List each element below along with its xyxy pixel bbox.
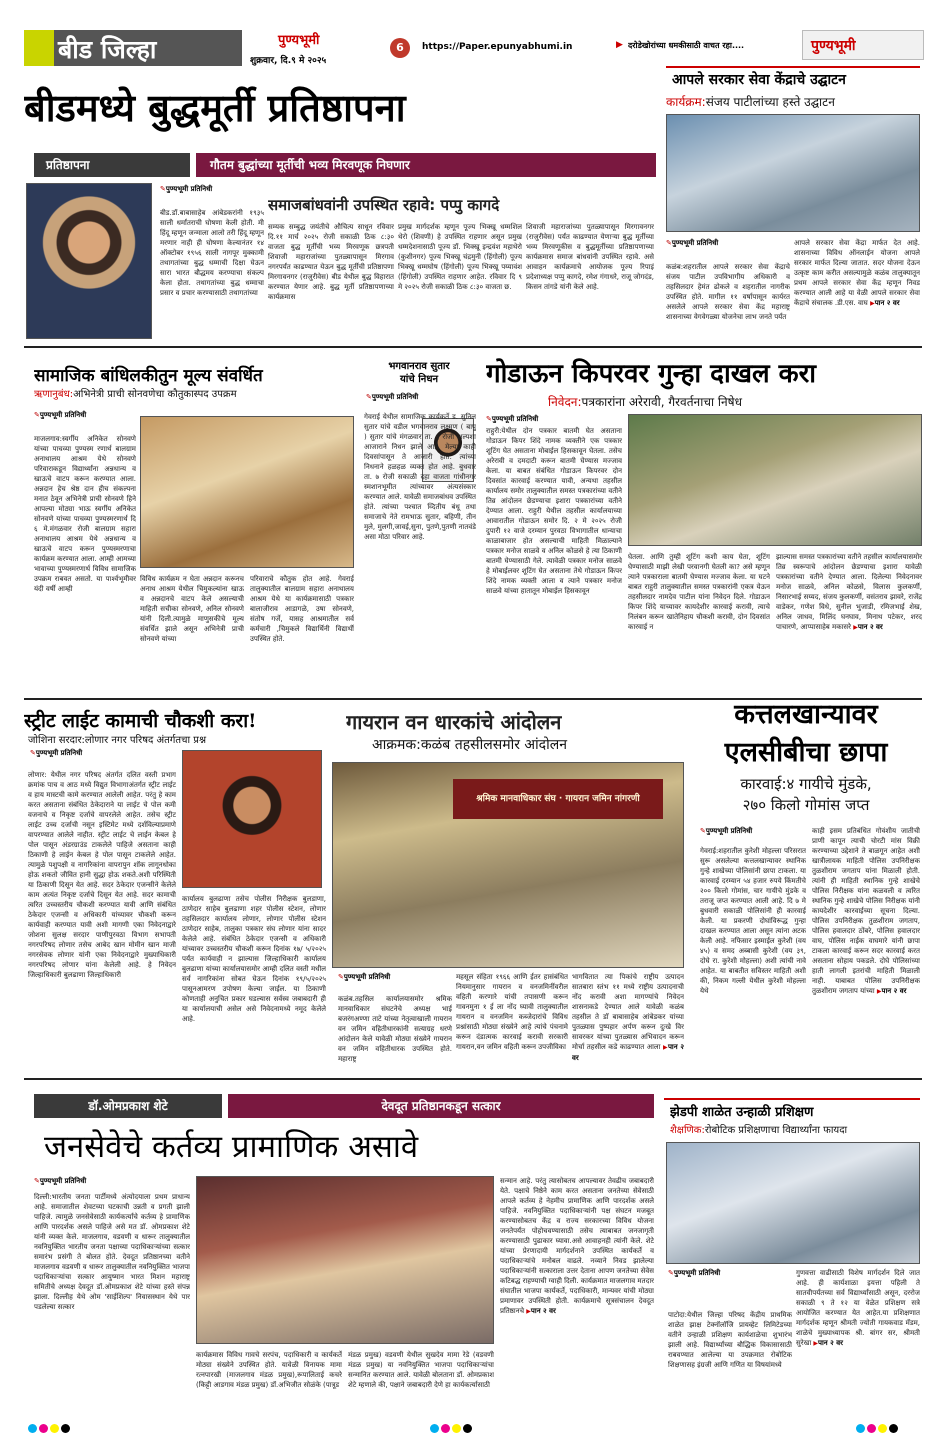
district-title: बीड जिल्हा — [58, 35, 157, 64]
samajik-kicker-text: अभिनेत्री प्राची सोनवणेचा कौतुकास्पद उपक्रम — [73, 389, 237, 400]
zp-byline: ✎ पुण्यभूमी प्रतिनिधी — [668, 1268, 720, 1278]
janseva-col3: मंडळ प्रमुख) वडवणी येथील सुखदेव मामा रेडे (वडवणी मंडळ प्रमुख) या नवनियुक्तित भाजपा पदाधिकाऱ्यांचा सन्मानित करण्यात आले. यावेळी बोलताना डॉ. ओमप्रकाश शेटे म्हणाले की, पक्षाने जबाबदारी देणे हा कार्यकर्त्यासाठी — [348, 1351, 494, 1389]
registration-dot — [889, 1424, 898, 1433]
godown-kicker — [548, 394, 922, 410]
lead-section-label — [34, 153, 190, 177]
logo-right: पुण्यभूमी — [811, 38, 856, 54]
ticker-text: दरोडेखोरांच्या धमकीसाठी वाचत रहा.... — [628, 41, 745, 50]
lead-byline: ✎ पुण्यभूमी प्रतिनिधी — [160, 184, 212, 194]
zp-kicker-text: रोबोटिक प्रशिक्षणाचा विद्यार्थ्यांना फायदा — [704, 1125, 848, 1136]
janseva-kicker: देवदूत प्रतिष्ठानकडून सत्कार — [381, 1099, 501, 1113]
streetlight-headline: स्ट्रीट लाईट कामाची चौकशी करा! — [24, 710, 257, 732]
seva-col2-text: आपले सरकार सेवा केंद्रा मार्फत देत आहे. शासनाच्या विविध ऑनलाईन योजना आपले सरकार मार्फत दिल्या जातात. सदर योजना देऊन उत्कृष्ट काम करीत असल्यामुळे कळंब तालुक्यातून प्रथम आपले सरकार सेवा केंद्र म्हणून निवड करण्यात आली आहे या वेळी आपले सरकार सेवा केंद्राचे संचालक .डी.एस. वाघ — [794, 239, 920, 307]
samajik-photo — [140, 416, 354, 568]
zp-col1: पाटोदा:येथील जिल्हा परिषद केंद्रीय प्राथमिक शाळेत झाक्ष टेक्नॉलॉजि प्रायव्हेट लिमिटेडच्या वतीने उन्हाळी प्रशिक्षण कार्यशाळेचा शुभारंभ झाली आहे. विद्यार्थ्यांच्या बौद्धिक विकासासाठी राबवण्यात आलेल्या या उपक्रमात रोबोटिक शिक्षणासह इंग्रजी आणि गणित या विषयांमध्ये — [668, 1311, 792, 1369]
janseva-photo — [196, 1176, 494, 1344]
janseva-section-label-text: डॉ.ओमप्रकाश शेटे — [88, 1099, 168, 1113]
issue-date: शुक्रवार, दि.९ मे २०२५ — [250, 56, 327, 66]
gairan-headline: गायरान वन धारकांचे आंदोलन — [346, 710, 562, 734]
seva-byline: ✎ पुण्यभूमी प्रतिनिधी — [666, 238, 718, 248]
registration-marks-right — [856, 1418, 900, 1437]
gairan-byline: ✎ पुण्यभूमी प्रतिनिधी — [338, 972, 390, 982]
janseva-continued[interactable]: ▶ पान २ वर — [526, 1307, 556, 1315]
samajik-col3: परिवाराचे कौतुक होत आहे. गेवराई तालुक्यातील बालग्राम सहारा अनाथालय आश्रम येथे या कार्यक्रमासाठी पत्रकार बालाजीराव आडागळे, उषा सोनवणे, संतोष गर्जे, यासह आश्रमातील सर्व कर्मचारी ,चिमुकले विद्यार्थिनी विद्यार्थी उपस्थित होते. — [250, 575, 354, 643]
registration-dot — [856, 1424, 865, 1433]
zp-col2-text: गुणवत्ता वाढीसाठी विशेष मार्गदर्शन दिले जात आहे. ही कार्यशाळा इयत्ता पहिली ते सातवीपर्यंतच्या सर्व विद्यार्थ्यांसाठी असून, दररोज सकाळी ९ ते १२ या वेळेत प्रशिक्षण सत्रे आयोजित करण्यात येत आहेत.या प्रशिक्षणात मार्गदर्शक म्हणून श्रीमती ज्योती गायकवाड मॅडम, शाळेचे मुख्याध्यापक श्री. बांगर सर, श्रीमती सुरेखा — [796, 1269, 920, 1347]
gairan-col2: महसूल संहिता १९६६ आणि ईतर हासंबंधित नियमानुसार गायरान व वनजमिनींवरील वहिती करणारे यांची तपासणी करून गावनमुना १ ई ला नोंद घ्यावी तालुक्यातील गायरान व वनजमिन कब्जेदारांचे विविध प्रश्नांसाठी मोठ्या संख्येने आहे त्यांचे पंचनामे करून दंडात्मक कारवाई करावी सरकारी गायरान,वन जमिन वहिती करून उपजीविका — [456, 973, 568, 1051]
zp-kicker — [670, 1124, 920, 1138]
samajik-headline: सामाजिक बांधिलकीतुन मूल्य संवर्धित — [34, 366, 263, 386]
zp-kicker-label: शैक्षणिक: — [670, 1125, 705, 1136]
seva-topline — [666, 66, 920, 68]
katal-col2 — [812, 826, 920, 1070]
janseva-col4-text: सन्मान आहे. परंतु त्यासोबतच आपल्यावर तेवढीच जबाबदारी येते. पक्षाचे निष्ठेने काम करत असताना जनतेच्या सेवेसाठी आपले कर्तव्य हे नेहमीच प्रामाणिक आणि पारदर्शक असले पाहिजे. नवनियुक्तित पदाधिकाऱ्यांनी पक्ष संघटन मजबूत करण्यासोबतच केंद्र व राज्य सरकारच्या विविध योजना जनतेपर्यंत पोहोचवण्यासाठी तसेच त्याबाबत जनजागृती करण्यासाठी पुढाकार घ्यावा.असे आवाहनही त्यांनी केले. शेटे यांच्या प्रेरणादायी मार्गदर्शनाने उपस्थित कार्यकर्ते व पदाधिकाऱ्यांचे मनोबल वाढले. नव्याने निवड झालेल्या पदाधिकाऱ्यांनी सत्काराला उत्तर देताना आपण जनतेच्या सेवेस कटिबद्ध राहण्याची ग्वाही दिली. कार्यक्रमात माजलगाव मतदार संघातील भाजपा कार्यकर्ते, पदाधिकारी, मान्यवर यांची मोठ्या प्रमाणावर उपस्थिती होती. कार्यक्रमाचे सूत्रसंचालन देवदूत प्रतिष्ठानचे — [500, 1177, 654, 1315]
godown-kicker-text: पत्रकारांना अरेरावी, गैरवर्तनाचा निषेध — [581, 395, 742, 409]
registration-dot — [452, 1424, 461, 1433]
godown-byline: ✎ पुण्यभूमी प्रतिनिधी — [486, 414, 538, 424]
zp-col2 — [796, 1268, 920, 1406]
district-banner — [24, 30, 242, 66]
samajik-kicker — [34, 388, 354, 402]
lead-col3: प्रमुख मार्गदर्शक म्हणून पूज्य भिक्खू धम्मशिल थेरो (शिवणी) हे उपस्थित राहणार असून प्रमुख धम्मदेशनासाठी पूज्य डॉ. भिक्खू इन्द्रवंश महाथेरो (कुशीनगर) पूज्य भिक्खू चंद्रमुनी (हिंगोली) पूज्य भिक्खू धम्मघोष (हिंगोली) पूज्य भिक्खू पय्यावंश (हिंगोली) उपस्थित राहणार आहेत. रविवार दि ९ मे २०२५ रोजी सकाळी ठिक ८:३० वाजता छ. — [398, 223, 522, 291]
divider-3 — [24, 1078, 922, 1080]
janseva-col1: दिल्ली:भारतीय जनता पार्टीमध्ये अंत्योदयाला प्रथम प्राधान्य आहे. समाजातील शेवटच्या घटकाची उन्नती व प्रगती झाली पाहिजे. त्यामुळे जनसेवेसाठी कार्यकर्त्यांचे कर्तव्य हे प्रामाणिक आणि पारदर्शक असले पाहिजे असे मत डॉ. ओमप्रकाश शेटे यांनी व्यक्त केले. माजलगाव, वडवणी व धारूर तालुक्यातील नवनियुक्तित भारतीय जनता पक्षाच्या पदाधिकाऱ्यांच्या सत्कार समारंभ प्रसंगी ते बोलत होते. देवदूत प्रतिष्ठानच्या वतीने माजलगाव वडवणी व धारूर तालुक्यातील नवनियुक्तित भाजपा पदाधिकाऱ्यांचा सत्कार आयुष्मान भारत मिशन महाराष्ट्र समितीचे अध्यक्ष देवदूत डॉ.ओमप्रकाश शेटे यांच्या हस्ते संपन्न झाला. दिल्लीह येथे ओम 'साईशिल्प' निवासस्थान येथे पार पडलेल्या सत्कार — [34, 1193, 190, 1311]
nidhan-col1: गेवराई येथील सामाजिक कार्यकर्ते ड. सुनिल सुतार यांचे वडील भगवानराव लक्ष्मण ( बापु ) सुतार यांचे मंगळवार ता. ६ रोजी अल्पशा आजाराने निधन झाले आहे. मेल्या काही दिवसांपासून ते आजारी होते. त्यांच्या निधनाने हळहळ व्यक्त होत आहे. बुधवार ता. ७ रोजी सकाळी दहा वाजता गांधीनगर स्मशानभूमीत त्यांच्यावर अंत्यसंस्कार करण्यात आले. यावेळी समाजबांधव उपस्थित होते. त्यांच्या पश्चात व्दितीय बंधू तथा समाजाचे नेते रामभाऊ सुतार, बहिणी, तीन मुले, मुलगी,जावई,सुना, पुतणे,पुतणी नातवंडे असा मोठा परिवार आहे. — [364, 413, 476, 541]
registration-dot — [463, 1424, 472, 1433]
godown-col2: घेतला. आणि तुम्ही शूटिंग कशी काय घेता, शूटिंग घेण्यासाठी माझी लेखी परवानगी घेतली का? असे म्हणून त्याने पत्रकाराला बातमी घेण्यास मज्जाव केला. या घटने बाबत राहुरी तालुक्यातील समस्त पत्रकारांनी एकत्र येऊन तहसीलदार नामदेव पाटील यांना निवेदन दिले. गोडाऊन किपर शिंदे याच्यावर कायदेशीर कारवाई करावी, त्याचे निलंबन करून खातेनिहाय चौकशी करावी, दोन दिवसांत कारवाई न — [628, 553, 770, 631]
nidhan-byline: ✎ पुण्यभूमी प्रतिनिधी — [366, 392, 418, 402]
godown-col3-text: झाल्यास समस्त पत्रकारांच्या वतीने तहसील कार्यालयासमोर तिव्र स्वरूपाचे आंदोलन छेडण्याचा इशारा यावेळी पत्रकारांच्या वतीने देण्यात आला. दिलेल्या निवेदनावर मनोज साळवे, अनिल कोळसे, विलास कुलकर्णी, निसारभाई सय्यद, संजय कुलकर्णी, वसंतराव झावरे, राजेंद्र वाडेकर, गणेश विधे, सुनील भुजाडी, रमिजभाई शेख, अनिल जाधव, मिलिंद घनघाव, मिनाथ पटेकर, शरद पाचारणे, आप्पासाहेब मकासरे — [776, 553, 922, 631]
janseva-col4 — [500, 1176, 654, 1406]
katal-kicker-line1: कारवाई:४ गायीचे मुंडके, — [740, 775, 872, 793]
gairan-kicker: आक्रमक:कळंब तहसीलसमोर आंदोलन — [372, 737, 568, 753]
gairan-photo-banner — [453, 779, 663, 819]
katal-col1: गेवराई:शहरातील कुरेशी मोहल्ला परिसरात सुरू असलेल्या कत्तलखान्यावर स्थानिक गुन्हे शाखेच्या पोलिसांनी छापा टाकला. या कारवाई दरम्यान ५४ हजार रुपये किंमतीचे २०० किलो गोमांस, चार गायीचे मुंडके व तराजू जप्त करण्यात आली आहे. दि ७ मे बुधवारी सकाळी पोलिसांनी ही कारवाई केली. या प्रकरणी दोघांविरूद्ध गुन्हा दाखल करण्यात आला असून त्यांना अटक केली आहे. नफिसार इस्माईल कुरेशी (वय ४५) व समद अब्बासी कुरेशी (वय ३९, दोघे रा. कुरेशी मोहल्ला) अशी त्यांची नावे आहेत. या बाबतीत सविस्तर माहिती अशी की, निकम गल्ली येथील कुरेशी मोहल्ला येथे — [700, 847, 806, 995]
registration-dot — [430, 1424, 439, 1433]
seva-continued[interactable]: ▶ पान २ वर — [870, 299, 900, 307]
lead-kicker-bar — [196, 153, 656, 177]
godown-continued[interactable]: ▶ पान २ वर — [853, 623, 883, 631]
samajik-col1: माजलगाव:स्वर्गीय अनिकेत सोनवणे यांच्या पाचव्या पुण्यस्म रणार्थ बालग्राम अनाथालय आश्रम येथे सोनवणे परिवाराकडून विद्यार्थ्यांना अन्नधान्य व खाऊचे वाटप करून करण्यात आला. अन्नदान हेच श्रेष्ठ दान हीच संकल्पना मनात ठेवून अभिनेत्री प्राची सोनवणे हिने आपल्या मोठ्या भाऊ स्वर्गीय अनिकेत सोनवणे यांच्या पाचव्या पुण्यस्मरणार्थ दि ६ मे.मंगळवार रोजी बालग्राम सहारा अनाथालय आश्रम येथे अन्नधान्य व खाऊचे वाटप करून पुण्यस्मरणाचा कार्यक्रम करण्यात आला. आम्ही आमच्या भावाच्या पुण्यस्मरणार्थ विविध सामाजिक उपक्रम राबवत असतो. या पार्श्वभूमीवर यंदी वर्षी आम्ही — [34, 435, 136, 593]
registration-dot — [867, 1424, 876, 1433]
janseva-headline: जनसेवेचे कर्तव्य प्रामाणिक असावे — [44, 1129, 419, 1165]
gairan-banner-text: श्रमिक मानवाधिकार संघ · गायरान जमिन नांगरणी — [476, 794, 640, 804]
lead-portrait-photo — [26, 183, 152, 339]
ticker-arrow-icon: ▶ — [616, 40, 623, 50]
streetlight-col1: लोणार: येथील नगर परिषद अंतर्गत दलित वस्ती प्रभाग क्रमांक पाच व आठ मध्ये विद्युत विभागाअंतर्गत स्ट्रीट लाईट व हाय मास्टची कामे करण्यात आलेली आहेत. परंतु हे काम करत असताना संबंधित ठेकेदाराने या लाईट चे पोल कमी वजनाचे व निकृष्ट दर्जाचे वापरलेले आहेत. तसेच स्ट्रीट लाईट उच्च दर्जाची नसून इस्टिमेट मध्ये दर्शविल्याप्रमाणे वापरण्यात आलेले नाहीत. स्ट्रीट लाईट चे लाईन केबल हे पोल पासून अंडरग्राउंड टाकलेले पाहिजे असताना काही ठिकाणी हे लाईन केबल हे पोल पासून टाकलेले आहेत. त्यामुळे पशुपक्षी व नागरिकांना वापरापुन शॉक लागूनधोका होऊ शकतो जीवित हानी सुद्धा होऊ शकते.अशी परिस्थिती या ठिकाणी दिसून येत आहे. सदर ठेकेदार एजन्सीने केलेले काम अत्यंत निकृष्ट दर्जाचे दिसून येत आहे. सदर कामाची त्वरित उच्चस्तरीय चौकशी करण्यात यावी आणि संबंधित ठेकेदार एजन्सी व अधिकारी यांच्यावर चौकशी करून कार्यवाही करण्यात यावी अशी मागणी एका निवेदनाद्वारे जोशना सुलक्ष सरदार पाणीपुरवठा विभाग सभापती नगरपरिषद लोणार तसेच आबेद खान मोमीन खान माजी नगरसेवक लोणार यांनी एका निवेदनाद्वारे मुख्याधिकारी नगरपरिषद लोणार यांना केलेली आहे. हे निवेदन जिल्हाधिकारी बुलढाणा जिल्हाधिकारी — [28, 771, 176, 979]
streetlight-col2: कार्यालय बुलढाणा तसेच पोलीस निरीक्षक बुलडाणा, ठाणेदार साहेब बुलढाणा शहर पोलीस स्टेशन, लोणार तहसिलदार कार्यालय लोणार, लोणार पोलीस स्टेशन ठाणेदार साहेब, तालुका पत्रकार संघ लोणार यांना सादर केलेले आहे. संबंधित ठेकेदार एजन्सी व अधिकारी यांच्यावर उच्चस्तरीय चौकशी करून दिनांक १७/ ५/२०२५ पर्यंत कार्यवाही न झाल्यास जिल्हाधिकारी कार्यालय बुलढाणा यांच्या कार्यालयासमोर आम्ही दलित वस्ती मधील सर्व नागरिकांना सोबत घेऊन दिनांक १९/५/२०२५ पासूनआमरण उपोषण केल्या जाईल. या ठिकाणी कोणताही अनुचित प्रकार घडल्यास सर्वस्व जबाबदारी ही या कार्यालयाची असेल असे निवेदनामध्ये नमूद केलेले आहे. — [182, 895, 326, 1023]
gairan-photo — [332, 762, 684, 968]
lead-kicker: गौतम बुद्धांच्या मूर्तीची भव्य मिरवणूक निघणार — [210, 158, 410, 172]
janseva-byline: ✎ पुण्यभूमी प्रतिनिधी — [34, 1176, 86, 1186]
janseva-section-label — [34, 1094, 222, 1118]
godown-headline: गोडाऊन किपरवर गुन्हा दाखल करा — [486, 359, 816, 389]
divider-1 — [24, 346, 922, 348]
zp-headline: झेडपी शाळेत उन्हाळी प्रशिक्षण — [670, 1105, 814, 1120]
registration-marks-center — [430, 1418, 474, 1437]
zp-photo — [666, 1142, 920, 1264]
lead-section-label-text: प्रतिष्ठापना — [46, 158, 90, 172]
seva-kicker-label: कार्यक्रम: — [666, 95, 706, 109]
registration-dot — [39, 1424, 48, 1433]
godown-photo — [628, 414, 922, 546]
streetlight-photo — [182, 750, 322, 888]
katal-kicker-line2: २७० किलो गोमांस जप्त — [742, 796, 870, 814]
seva-col2 — [794, 238, 920, 340]
gairan-col3-text: भागवितात त्या पिकांचे राष्ट्रीय उत्पादन सातबारा स्तंभ ११ मध्ये राष्ट्रीय उत्पादनाची नोंद करावी अशा मागण्यांचे निवेदन शासनाकडे देण्यात आले यावेळी कळंब तहसील ते डॉ बाबासाहेब आंबेडकर यांच्या पुतळ्यास पुष्पहार अर्पण करून दुःखे विर सावरकर यांच्या पुतळ्यास अभिवादन करून मोर्चा तहसील कडे काढण्यात आला — [572, 973, 684, 1051]
streetlight-byline: ✎ पुण्यभूमी प्रतिनिधी — [30, 748, 82, 758]
katal-continued[interactable]: ▶ पान २ वर — [877, 987, 907, 995]
lead-subheadline: समाजबांधवांनी उपस्थित रहावे: पप्पु कागदे — [268, 196, 500, 214]
katal-headline — [692, 696, 920, 772]
nidhan-headline-line2: यांचे निधन — [399, 374, 439, 385]
masthead — [24, 30, 924, 70]
gairan-col3 — [572, 972, 684, 1070]
registration-dot — [441, 1424, 450, 1433]
seva-photo — [666, 114, 920, 232]
lead-col4: शिवाजी महाराजांच्या पुतळ्यापासून मिरगावनगर (राजुरीवेस) पर्यंत काढण्यात येणाऱ्या बुद्ध मूर्तीच्या भव्य मिरवणूकीस व बुद्धमूर्तीच्या प्रतिष्ठापणाच्या कार्यक्रमास समाज बांधवांनी उपस्थित रहावे. असे आवाहन कार्यक्रमाचे आयोजक पूज्य रिपाइं प्रदेशाध्यक्ष पप्पु कागदे, रमेश गंगाधरे, राजू जोगदंड, किसन तांगडे यांनी केले आहे. — [526, 223, 654, 291]
samajik-col2: विविध कार्यक्रम न घेता अन्नदान करूनच अनाथ आश्रम येथील चिमुकल्यांना खाऊ व अन्नदानचे वाटप केले असल्याची माहिती सचीका सोनवणे, अनिल सोनवणे यांनी दिली.त्यामुळे माणुसकीचे मूल्य संवर्धित झाले असून अभिनेत्री प्राची सोनवणे यांच्या — [140, 575, 244, 643]
seva-headline: आपले सरकार सेवा केंद्राचे उद्घाटन — [672, 72, 846, 88]
page-number: 6 — [396, 41, 404, 54]
gairan-continued[interactable]: ▶ पान २ वर — [572, 1043, 684, 1062]
godown-kicker-label: निवेदन: — [548, 395, 582, 409]
katal-headline-line1: कत्तलखान्यावर — [734, 699, 878, 730]
samajik-kicker-label: ऋणानुबंध: — [34, 389, 74, 400]
registration-marks-left — [28, 1418, 72, 1437]
paper-url[interactable]: https://Paper.epunyabhumi.in — [422, 42, 573, 52]
gairan-col1: कळंब.तहसिल कार्यालयासमोर श्रमिक मानवाधिकार संघटनेचे अध्यक्ष भाई बजरंगअण्णा ताटे यांच्या नेतृत्वाखाली गायरान वन जमिन वहितीधारकांनी सत्याग्रह धरणे आंदोलन केले यावेळी मोठ्या संख्येने गायरान वन जमिन वहितीधारक उपस्थित होते. महाराष्ट्र — [338, 995, 452, 1063]
registration-dot — [50, 1424, 59, 1433]
seva-kicker — [666, 94, 920, 110]
registration-dot — [28, 1424, 37, 1433]
katal-headline-line2: एलसीबीचा छापा — [724, 737, 888, 768]
lead-col1: बीड.डॉ.बाबासाहेब आंबेडकरांनी १९३५ साली धर्मांतराची घोषणा केली होती. मी हिंदू म्हणून जन्माला आलो तरी हिंदू म्हणून मरणार नाही ही घोषणा केल्यानंतर १४ ऑक्टोबर १९५६ साली नागपूर मुक्कामी तथागतांच्या बुद्ध धम्माची दिक्षा घेऊन सारा भारत बौद्धमय करण्याचा संकल्प केला होता. तथागतांच्या बुद्ध धम्माचा प्रसार व प्रचार करण्यासाठी तथागतांच्या — [160, 209, 264, 297]
seva-col1: कळंब:शहरातील आपले सरकार सेवा केंद्राचे संजय पाटील उपविभागीय अधिकारी व तहसिलदार हेमंत ढोकले व शहरातील नागरीक उपस्थित होते. मागील ११ वर्षापासून कार्यरत असलेले आपले सरकार सेवा केंद्र महाराष्ट्र शासनाच्या वेगवेगळ्या योजनेचा लाभ जनते पर्यंत — [666, 263, 790, 321]
godown-col3 — [776, 552, 922, 694]
nidhan-headline — [360, 360, 478, 386]
streetlight-kicker: जोशिना सरदार:लोणार नगर परिषद अंतर्गतचा प्रश्न — [28, 735, 207, 746]
katal-byline: ✎ पुण्यभूमी प्रतिनिधी — [700, 826, 752, 836]
samajik-byline: ✎ पुण्यभूमी प्रतिनिधी — [34, 410, 86, 420]
janseva-col2: कार्यक्रमास विविध गावचे सरपंच, पदाधिकारी व कार्यकर्ते मोठ्या संख्येने उपस्थित होते. यावेळी विनायक मामा रत्नपारखी (माजलगाव मंडळ प्रमुख),रूपालिताई कचरे (किट्टी आडगाव मंडळ प्रमुख) डॉ.अभिजीत सोळंके (पात्रूड — [196, 1351, 342, 1389]
janseva-kicker-bar — [228, 1094, 654, 1118]
lead-headline: बीडमध्ये बुद्धमूर्ती प्रतिष्ठापना — [24, 85, 406, 130]
paper-logo: पुण्यभूमी — [278, 33, 320, 48]
logo-box-right — [802, 30, 924, 60]
lead-col2: सम्यक सम्बुद्ध जयंतीचे औचित्य साधून रविवार दि.११ मार्च २०२५ रोजी सकाळी ठिक ८:३० वाजता बुद्ध मूर्तींची भव्य मिरवणूक छत्रपती शिवाजी महाराजांच्या पुतळ्यापासून मिरगाव नगरपर्यंत काढण्यात येऊन बुद्ध मूर्तीची प्रतिष्ठापणा मिरगावनगर (राजुरीवेस) बीड येथील बुद्ध विहारात करण्यात येणार आहे. बुद्ध मूर्ती प्रतिष्ठापणाच्या कार्यक्रमास — [268, 223, 394, 301]
page-number-badge — [390, 38, 410, 58]
zp-topline — [664, 1098, 920, 1100]
seva-kicker-text: संजय पाटीलांच्या हस्ते उद्घाटन — [705, 95, 835, 109]
nidhan-headline-line1: भगवानराव सुतार — [388, 361, 450, 372]
katal-col2-text: काही इसम प्रतिबंधित गोवंशीय जातीची प्राणी कापून त्याची चोरटी मांस विक्री करण्याच्या उद्देशाने ते बाळगून आहेत अशी खात्रीलायक माहिती पोलिस उपनिरीक्षक तुळशीराम जगताप यांना मिळाली होती. त्यांनी ही माहिती स्थानिक गुन्हे शाखेचे पोलिस निरीक्षक यांना कळवली व त्वरित स्थानिक गुन्हे शाखेचे पोलिस निरीक्षक यांनी कायदेशीर कारवाईच्या सूचना दिल्या. पोलिस उपनिरीक्षक तुळशीराम जगताप, पोलिस हवालदार ठोंबरे, पोलिस हवालदार वाघ, पोलिस नाईक वाघमारे यांनी छापा टाकला कारवाई करून सदर कारवाई करत असताना सोहाय पकडले. दोघे पोलिसांच्या हाती लागली इतरांची माहिती मिळाली नाही. याबाबत पोलिस उपनिरीक्षक तुळशीराम जगताप यांच्या — [812, 827, 920, 995]
godown-col1: राहुरी:येथील दोन पत्रकार बातमी घेत असताना गोडाऊन किपर शिंदे नामक व्यक्तीने एक पत्रकार शूटिंग घेत असताना मोबाईल हिसकावून घेतला. तसेच अरेरावी व दमदाटी करून बातमी घेण्यास मज्जाव केला. या बाबत संबंधित गोडाऊन किपरवर दोन दिवसांत कारवाई करण्यात यावी, अन्यथा तहसील कार्यालय समोर तालुक्यातील समस्त पत्रकारांच्या वतीने तिव्र आंदोलन छेडण्याचा इशारा पत्रकारांच्या वतीने देण्यात आला. राहुरी येथील तहसील कार्यालयाच्या आवारातील गोडाऊन समोर दि. २ मे २०२५ रोजी दुपारी १२ वाजे दरम्यान पुरवठा विभागातील धान्याचा काळाबाजार होत असल्याची माहिती मिळाल्याने पत्रकार मनोज साळवे व अनिल कोळसे हे त्या ठिकाणी बातमी घेण्यासाठी गेले. त्यावेळी पत्रकार मनोज साळवे हे मोबाईलवर शूटिंग घेत असताना तेथे गोडाऊन किपर शिंदे नामक व्यक्ती आला व त्याने पत्रकार मनोज साळवे यांच्या हातातून मोबाईल हिसकावून — [486, 427, 622, 595]
zp-continued[interactable]: ▶ पान २ वर — [813, 1339, 843, 1347]
registration-dot — [878, 1424, 887, 1433]
registration-dot — [61, 1424, 70, 1433]
katal-kicker — [692, 774, 920, 816]
